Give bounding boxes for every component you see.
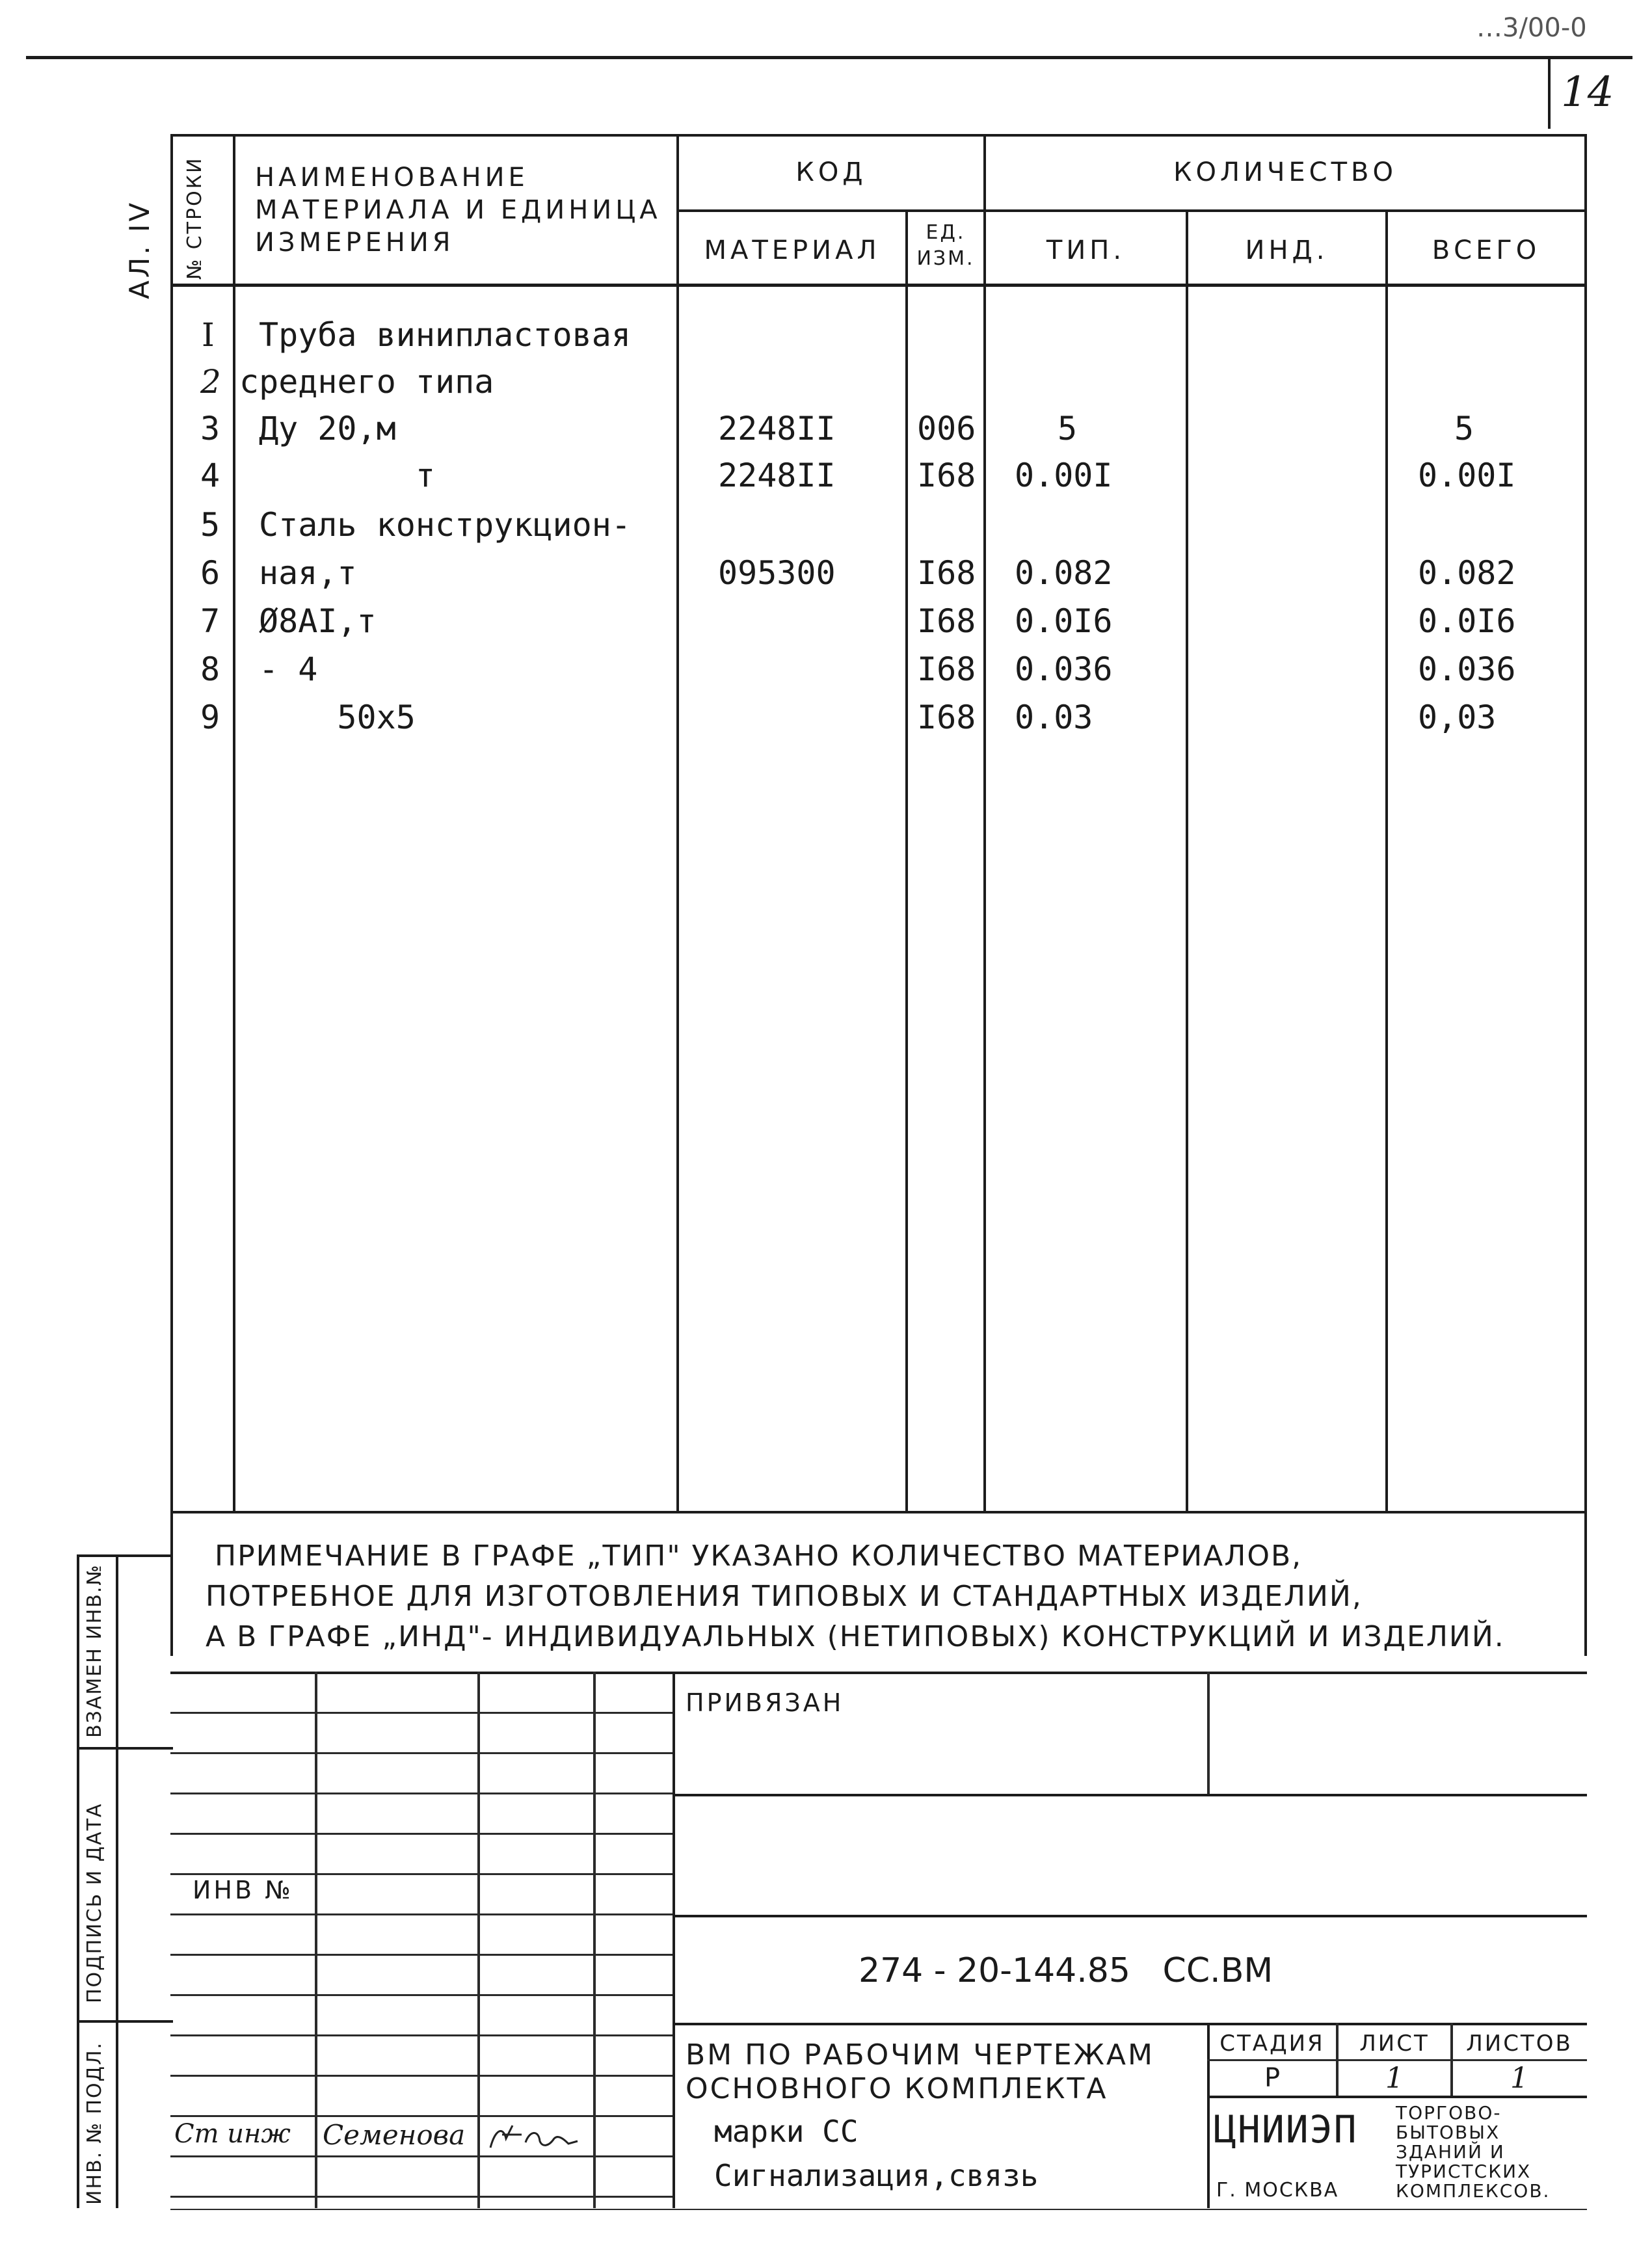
row-name: Ø8AI,т — [259, 602, 377, 640]
tb-row-line — [170, 1712, 673, 1714]
table-body-bottom-line — [170, 1511, 1587, 1513]
material-code-header: МАТЕРИАЛ — [704, 235, 881, 265]
col-line-num — [233, 134, 235, 1512]
inv-original-label: ИНВ. № ПОДЛ. — [83, 2041, 106, 2205]
row-name: Труба винипластовая — [259, 316, 631, 354]
note-line2: ПОТРЕБНОЕ ДЛЯ ИЗГОТОВЛЕНИЯ ТИПОВЫХ И СТАНДАРТНЫХ ИЗДЕЛИЙ, — [206, 1580, 1363, 1613]
tb-row-line — [170, 2034, 673, 2036]
stage-value: Р — [1264, 2063, 1281, 2093]
col-line-material — [905, 209, 908, 1512]
row-number: 4 — [200, 457, 220, 494]
tb-top-line — [170, 1672, 1587, 1674]
side-top-line — [77, 1554, 173, 1557]
tb-row-line — [170, 2196, 673, 2198]
tb-row-line — [170, 1833, 673, 1835]
name-header-line3: ИЗМЕРЕНИЯ — [255, 228, 455, 258]
tb-row-line — [170, 1873, 673, 1875]
row-number: 2 — [200, 363, 221, 401]
name-header-line2: МАТЕРИАЛА И ЕДИНИЦА — [255, 195, 661, 225]
sheet-value: 1 — [1385, 2062, 1404, 2095]
note-line1: ПРИМЕЧАНИЕ В ГРАФЕ „ТИП" УКАЗАНО КОЛИЧЕСТВО МАТЕРИАЛОВ, — [215, 1540, 1303, 1573]
sign-date-label: ПОДПИСЬ И ДАТА — [83, 1802, 106, 2003]
row-material: 2248II — [718, 457, 836, 494]
row-total: 0.082 — [1418, 554, 1516, 592]
privyazan-divider — [1207, 1672, 1210, 1796]
tb-row-line — [170, 2075, 673, 2077]
table-top-line — [170, 134, 1587, 137]
row-type: 5 — [1058, 410, 1078, 447]
row-number: 5 — [200, 506, 220, 544]
side-column-mid — [116, 1554, 118, 2208]
ind-qty-header: ИНД. — [1245, 235, 1329, 265]
row-type: 0.0I6 — [1015, 602, 1113, 640]
title-line1: ВМ ПО РАБОЧИМ ЧЕРТЕЖАМ — [686, 2038, 1154, 2072]
signer-role: Ст инж — [174, 2119, 291, 2149]
replace-label: ВЗАМЕН ИНВ.№ — [83, 1564, 106, 1738]
title-line4: Сигнализация,связь — [714, 2158, 1039, 2193]
tb-row-line — [170, 1913, 673, 1915]
row-number: I — [202, 316, 215, 354]
type-qty-header: ТИП. — [1046, 235, 1126, 265]
org-desc-4: ТУРИСТСКИХ — [1396, 2161, 1532, 2182]
stage-grid-h1 — [1207, 2059, 1587, 2061]
row-material: 095300 — [718, 554, 836, 592]
title-line2: ОСНОВНОГО КОМПЛЕКТА — [686, 2072, 1108, 2105]
row-total: 0.00I — [1418, 457, 1516, 494]
side-sep-1 — [77, 1747, 173, 1750]
org-desc-5: КОМПЛЕКСОВ. — [1396, 2180, 1551, 2202]
inv-number-label: ИНВ № — [193, 1876, 293, 1904]
row-total: 0.0I6 — [1418, 602, 1516, 640]
row-total: 0.036 — [1418, 650, 1516, 688]
table-left-line — [170, 134, 173, 1656]
row-unit: I68 — [917, 699, 976, 736]
col-line-ind — [1385, 209, 1388, 1512]
org-desc-2: БЫТОВЫХ — [1396, 2122, 1500, 2143]
row-name: Сталь конструкцион- — [259, 506, 631, 544]
row-number: 9 — [200, 699, 220, 736]
header-bottom-line — [170, 284, 1587, 287]
row-total: 0,03 — [1418, 699, 1497, 736]
row-type: 0.036 — [1015, 650, 1113, 688]
row-name: 50x5 — [259, 699, 416, 736]
top-border — [26, 56, 1632, 59]
sheet-label: ЛИСТ — [1359, 2031, 1430, 2057]
row-type: 0.00I — [1015, 457, 1113, 494]
table-right-line — [1584, 134, 1587, 1656]
signature — [486, 2122, 584, 2155]
row-unit: I68 — [917, 457, 976, 494]
org-desc-3: ЗДАНИЙ И — [1396, 2141, 1505, 2163]
row-type: 0.03 — [1015, 699, 1093, 736]
total-qty-header: ВСЕГО — [1432, 235, 1541, 265]
top-right-fragment: …3/00-0 — [1476, 13, 1587, 43]
col-line-type — [1186, 209, 1188, 1512]
row-number: 8 — [200, 650, 220, 688]
row-total: 5 — [1454, 410, 1474, 447]
row-material: 2248II — [718, 410, 836, 447]
stage-label: СТАДИЯ — [1219, 2031, 1325, 2057]
row-unit: I68 — [917, 554, 976, 592]
album-label: АЛ. IV — [124, 200, 155, 299]
row-name: - 4 — [259, 650, 318, 688]
header-mid-line — [676, 209, 1587, 212]
sheet-number: 14 — [1561, 68, 1614, 116]
document-code: 274 - 20-144.85 CC.BM — [859, 1951, 1273, 1990]
bottom-border — [170, 2209, 1587, 2210]
unit-header-line2: ИЗМ. — [916, 247, 975, 270]
tb-grid-v4 — [673, 1672, 675, 2208]
row-name: ная,т — [259, 554, 357, 592]
side-column-left — [77, 1554, 79, 2208]
tb-row-line — [170, 2155, 673, 2157]
row-name: Ду 20,м — [259, 410, 396, 447]
org-name: ЦНИИЭП — [1214, 2107, 1358, 2152]
row-name: среднего типа — [239, 363, 494, 401]
tb-row-line — [170, 1994, 673, 1996]
stage-grid-h2 — [1207, 2096, 1587, 2098]
tb-row-line — [170, 1752, 673, 1754]
tb-right-line-2 — [673, 1915, 1587, 1917]
row-number-header: № СТРОКИ — [183, 156, 206, 280]
tb-row-line — [170, 2115, 673, 2117]
unit-header-line1: ЕД. — [926, 221, 966, 244]
row-type: 0.082 — [1015, 554, 1113, 592]
side-sep-2 — [77, 2020, 173, 2023]
org-desc-1: ТОРГОВО- — [1396, 2102, 1502, 2124]
corner-divider — [1548, 57, 1551, 129]
tb-right-line-1 — [673, 1794, 1587, 1796]
signer-name: Семенова — [323, 2119, 466, 2151]
org-city: Г. МОСКВА — [1216, 2179, 1339, 2202]
row-unit: I68 — [917, 650, 976, 688]
row-number: 3 — [200, 410, 220, 447]
code-header: КОД — [795, 157, 867, 187]
sheets-label: ЛИСТОВ — [1466, 2031, 1573, 2057]
tb-row-line — [170, 1954, 673, 1956]
tb-row-line — [170, 1793, 673, 1794]
col-line-name — [676, 134, 679, 1512]
row-name: т — [259, 457, 435, 494]
note-line3: А В ГРАФЕ „ИНД"- ИНДИВИДУАЛЬНЫХ (НЕТИПОВЫХ) КОНСТРУКЦИЙ И ИЗДЕЛИЙ. — [206, 1620, 1505, 1653]
row-unit: 006 — [917, 410, 976, 447]
sheets-value: 1 — [1510, 2062, 1528, 2095]
row-number: 6 — [200, 554, 220, 592]
row-number: 7 — [200, 602, 220, 640]
name-header-line1: НАИМЕНОВАНИЕ — [255, 163, 529, 193]
title-line3: марки СС — [714, 2114, 859, 2149]
privyazan-label: ПРИВЯЗАН — [686, 1688, 844, 1717]
col-line-unit — [983, 134, 986, 1512]
row-unit: I68 — [917, 602, 976, 640]
quantity-header: КОЛИЧЕСТВО — [1173, 157, 1397, 187]
